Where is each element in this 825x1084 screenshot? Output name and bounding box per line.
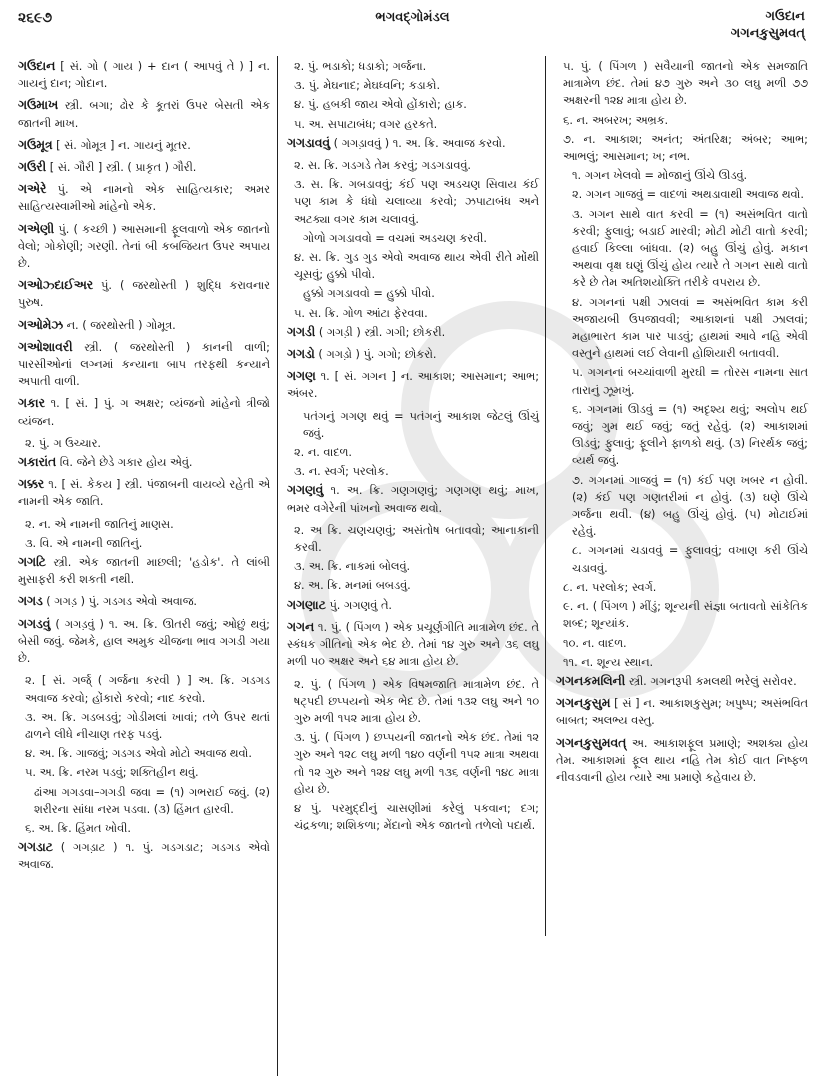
definition-text: સ્ત્રી. એક જાતની માછલી; 'હડોક'. તે લાંબી મુસાફરી કરી શકતી નથી. [18,556,270,587]
column-3 [556,58,808,791]
dictionary-entry [18,159,270,176]
sub-sense: ૪ પું. પરમુદ્દીનું ચાસણીમાં કરેલું પકવાન; દગ; ચંદ્રકળા; શશિકળા; મેંદાનો એક જાતનો તળેલો પદાર્થ. [294,801,539,833]
definition-text: ( ગગડ઼ો ) પું. ગગો; છોકરો. [314,348,437,362]
definition-text: [ સં ] ન. આકાશકુસુમ; ખપુષ્પ; અસંભવિત બાબત; અલભ્ય વસ્તુ. [556,697,808,728]
idiom-phrase: ૬. ગગનમાં ઊડવું = (૧) અદૃશ્ય થવું; અલોપ થઈ જવું; ગુમ થઈ જવું; જતું રહેવું. (૨) આકાશમાં ઊડવું; ફુલાવું; ફૂલીને ફાળકો થવું. (૩) નિરર્થક જવું; વ્યર્થ જવું. [572,402,808,468]
dictionary-entry [18,277,270,311]
sub-sense: ૨. પું. ભડાકો; ધડાકો; ગર્જના. [294,60,427,73]
dictionary-entry [556,673,808,690]
column-2 [287,58,539,836]
dictionary-entry [18,221,270,273]
definition-text: ૧. અ. ક્રિ. ગણગણવું; ગણગણ થવું; માખ, ભમર વગેરેની પાંખનો અવાજ થવો. [287,484,539,515]
idiom-phrase: ૩. ગગન સાથે વાત કરવી = (૧) અસંભવિત વાતો કરવી; ફુલાવું; બડાઈ મારવી; મોટી મોટી વાતો કરવી; હવાઈ કિલ્લા બાંધવા. (૨) બહુ ઊંચું હોવું. મકાન અથવા વૃક્ષ ઘણું ઊંચું હોય ત્યારે તે ગગન સાથે વાતો કરે છે તેમ અતિશયોક્તિ તરીકે વપરાય છે. [572,207,808,290]
definition-text: ન. ( જરથોસ્તી ) ગોમૂત્ર. [63,318,176,332]
idiom-phrase: ૨. ગગન ગાજવું = વાદળાં અથડાવાથી અવાજ થવો. [572,188,804,202]
headword: ગગનકમલિની [556,673,626,688]
sub-sense: ૨. [ સં. ગર્જ્ ( ગર્જના કરવી ) ] અ. ક્રિ. ગડગડ અવાજ કરવો; હોંકારો કરવો; નાદ કરવો. [25,674,270,705]
dictionary-entry [18,181,270,215]
headword: ગકારાંત [18,455,57,470]
headword: ગગડાટ [18,840,53,855]
sub-sense: ૨. ન. વાદળ. [294,446,352,460]
sub-sense: ૩. અ. ક્રિ. ગડબડવું; ગોડીમલાં ખાવાં; તળે ઉપર થતાં ઢાળને લીધે નીચાણ તરફ પડવું. [25,710,270,741]
definition-text: ( ગગડ઼ાટ ) ૧. પું. ગડગડાટ; ગડગડ એવો અવાજ. [18,841,270,872]
headword: ગઉરી [18,160,47,175]
definition-text: સ્ત્રી. ગગનરૂપી કમલથી ભરેલું સરોવર. [625,674,797,688]
definition-text: ( ગગડ઼ી ) સ્ત્રી. ગગી; છોકરી. [315,325,446,339]
sub-sense: ૨. પું. ( પિંગળ ) એક વિષમજાતિ માત્રામેળ છંદ. તે ષટ્પદી છપ્પયનો એક ભેદ છે. તેમાં ૧૩૨ લઘુ અને ૧૦ ગુરુ મળી ૧૫૨ માત્રા હોય છે. [294,677,539,725]
dictionary-entry [287,368,539,402]
sub-sense: ૫. સ. ક્રિ. ગોળ આંટા ફેરવવા. [294,306,428,320]
dictionary-entry [18,339,270,391]
sub-sense: ૨. પું. ગ ઉચ્ચાર. [25,436,101,450]
sub-sense: ૨. ન. એ નામની જાતિનું માણસ. [25,517,174,531]
headword: ગગટિ [18,555,46,570]
sub-sense: ૪. અ. ક્રિ. ગાજવું; ગડગડ એવો મોટો અવાજ થવો. [25,747,252,761]
page-number: ૨૬૯૭ [18,10,53,26]
headword: ગગનકુસુમ [556,696,611,711]
idiom-phrase: પતંગનું ગગણ થવું = પતંગનું આકાશ જેટલું ઊંચું જવું. [303,409,539,440]
definition-text: સ્ત્રી. ( જરથોસ્તી ) કાનની વાળી; પારસીઓનાં લગ્નમાં કન્યાના બાપ તરફથી કન્યાને અપાતી વાળી. [18,340,270,389]
dictionary-entry [287,482,539,516]
sub-sense: ૧૦. ન. વાદળ. [563,636,627,650]
dictionary-entry [18,137,270,154]
sub-sense: ૭. ન. આકાશ; અનંત; અંતરિક્ષ; અંબર; આભ; આભલું; આસમાન; ખ; નભ. [563,132,808,164]
headword: ગગણવું [287,483,324,498]
headword: ગગણાટ [287,597,326,612]
idiom-phrase: હુક્કો ગગડાવવો = હુક્કો પીવો. [303,287,435,301]
guide-words [731,8,805,42]
sub-sense: ૬. અ. ક્રિ. હિંમત ખોવી. [25,821,131,835]
column-divider [545,56,546,936]
headword: ગઉમૂત્ર [18,137,53,152]
headword: ગઓઝ્દાઈઅર [18,278,94,293]
headword: ગગનકુસુમવત્ [556,735,627,750]
headword: ગગડ [18,594,43,609]
sub-sense: ૩. પું. ( પિંગળ ) છપ્પયની જાતનો એક છંદ. તેમાં ૧૨ ગુરુ અને ૧૨૮ લઘુ મળી ૧૪૦ વર્ણની ૧૫૨ માત્રા અથવા તો ૧૨ ગુરુ અને ૧૨૪ લઘુ મળી ૧૩૬ વર્ણની ૧૪૮ માત્રા હોય છે. [294,731,539,796]
guide-word-last: ગગનકુસુમવત્ [730,26,805,41]
dictionary-entry [18,593,270,610]
definition-text: [ સં. ગૌરી ] સ્ત્રી. ( પ્રાકૃત ) ગૌરી. [46,161,197,175]
dictionary-entry [18,97,270,131]
idiom-phrase: ઢાંઆ ગગડવા–ગગડી જવા = (૧) ગભરાઈ જવું. (૨) શરીરના સાંધા નરમ પડવા. (૩) હિંમત હારવી. [34,785,270,816]
column-divider [277,56,278,1076]
dictionary-entry [287,346,539,363]
idiom-phrase: ૭. ગગનમાં ગાજવું = (૧) કંઈ પણ ખબર ન હોવી. (૨) કંઈ પણ ગણતરીમાં ન હોવું. (૩) ઘણે ઊંચે ગર્જના થવી. (૪) બહુ ઊંચું હોવું. (૫) મોટાઈમાં રહેવું. [572,473,808,539]
definition-text: અ. આકાશફૂલ પ્રમાણે; અશક્ય હોય તેમ. આકાશમાં ફૂલ થાય નહિ તેમ કોઈ વાત નિષ્ફળ નીવડવાની હોય ત્યારે આ પ્રમાણે કહેવાય છે. [556,736,808,784]
page-header [0,0,825,50]
definition-text: ( ગગડ઼વું ) ૧. અ. ક્રિ. ઊતરી જવું; ઓછું થવું; બેસી જવું. જેમકે, હાલ અમુક ચીજના ભાવ ગગડી ગયા છે. [18,617,270,666]
headword: ગગણ [287,369,316,384]
sub-sense: ૮. ન. પરલોક; સ્વર્ગ. [563,580,657,594]
dictionary-entry [18,839,270,873]
headword: ગગડો [287,347,315,362]
dictionary-entry [556,695,808,729]
headword: ગએરે [18,182,47,197]
headword: ગઓમેઝ [18,317,64,332]
definition-text: [ સં. ગોમૂત્ર ] ન. ગાયનું મૂતર. [52,138,191,152]
definition-text: ૧. [ સં. ] પું. ગ અક્ષર; વ્યંજનો માંહેનો ત્રીજો વ્યંજન. [18,397,270,428]
dictionary-entry [287,324,539,341]
definition-text: સ્ત્રી. બગા; ઢોર કે કૂતરાં ઉપર બેસતી એક જાતની માખ. [18,99,270,130]
idiom-phrase: ૫. ગગનનાં બચ્ચાંવાળી મુરઘી = તોરસ નામના સાત તારાનું ઝૂમખું. [572,366,808,397]
sub-sense: ૩. અ. ક્રિ. નાકમાં બોલવું. [294,560,411,574]
sub-sense: ૪. પું. હબકી જાય એવો હોંકારો; હાક. [294,98,467,112]
definition-text: પું. ( જરથોસ્તી ) શુદ્ધિ કરાવનાર પુરુષ. [18,279,270,310]
book-title: ભગવદ્ગોમંડલ [375,10,450,25]
dictionary-entry [287,597,539,614]
headword: ગક્કર [18,477,45,492]
sub-sense: ૫. પું. ( પિંગળ ) સવૈયાની જાતનો એક સમજાતિ માત્રામેળ છંદ. તેમાં ૪૭ ગુરુ અને ૩૦ લઘુ મળી ૭૭ અક્ષરની ૧૨૪ માત્રા હોય છે. [563,60,808,108]
definition-text: ૧. પું. ( પિંગળ ) એક પ્રચૂર્ણગીતિ માત્રામેળ છંદ. તે સ્કંધક ગીતિનો એક ભેદ છે. તેમાં ૧૪ ગુરુ અને ૩૬ લઘુ મળી ૫૦ અક્ષર અને ૬૪ માત્રા હોય છે. [287,620,539,669]
dictionary-entry [18,476,270,510]
sub-sense: ૫. અ. ક્રિ. નરમ પડવું; શક્તિહીન થવું. [25,766,199,780]
dictionary-entry [287,619,539,671]
dictionary-entry [18,454,270,471]
definition-text: ૧. [ સં. કેકય ] સ્ત્રી. પંજાબની વાયવ્યે રહેતી એ નામની એક જાતિ. [18,478,270,509]
headword: ગઉદાન [18,59,56,73]
dictionary-entry [18,395,270,429]
headword: ગગન [287,619,315,634]
idiom-phrase: ૧. ગગન ખેલવો = મોજાનું ઊંચે ઊડવું. [572,169,748,183]
sub-sense: ૪. સ. ક્રિ. ગુડ ગુડ એવો અવાજ થાય એવી રીતે મોંથી ચૂસવું; હુક્કો પીવો. [294,251,539,282]
sub-sense: ૧૧. ન. શૂન્ય સ્થાન. [563,655,654,669]
sub-sense: ૩. પું. મેઘનાદ; મેઘધ્વનિ; કડાકો. [294,79,441,93]
idiom-phrase: ૪. ગગનનાં પક્ષી ઝાલવાં = અસંભવિત કામ કરી અજાયબી ઉપજાવવી; આકાશનાં પક્ષી ઝાલવાં; મહાભારત કામ પાર પાડવું; હાથમાં આવે નહિ એવી વસ્તુને હાથમાં લઈ લેવાની હોશિયારી બતાવવી. [572,295,808,361]
headword: ગએણી [18,221,55,236]
dictionary-entry [287,135,539,152]
definition-text: પું. એ નામનો એક સાહિત્યકાર; અમર સાહિત્યસ્વામીઓ માંહેનો એક. [18,183,270,214]
definition-text: ૧. [ સં. ગગન ] ન. આકાશ; આસમાન; આભ; અંબર. [287,370,539,401]
idiom-phrase: ૮. ગગનમાં ચડાવવું = ફુલાવવું; વખાણ કરી ઊંચે ચડાવવું. [572,544,808,575]
headword: ગઉમાખ [18,98,59,113]
sub-sense: ૩. ન. સ્વર્ગ; પરલોક. [294,465,389,479]
headword: ગગડાવવું [287,135,331,150]
sub-sense: ૯. ન. ( પિંગળ ) મીંડું; શૂન્યની સંજ્ઞા બતાવતો સાંકેતિક શબ્દ; શૂન્યાંક. [563,600,808,631]
definition-text: ( ગગડ઼ાવવું ) ૧. અ. ક્રિ. અવાજ કરવો. [330,136,506,150]
sub-sense: ૨. સ. ક્રિ. ગડગડે તેમ કરવું; ગડગડાવવું. [294,159,471,173]
dictionary-entry [18,317,270,334]
sub-sense: ૨. અ ક્રિ. ચણચણવું; અસંતોષ બતાવવો; આનાકાની કરવી. [294,523,539,555]
sub-sense: ૬. ન. અબરખ; અભ્રક. [563,113,669,127]
idiom-phrase: ગોળો ગગડાવવો = વચમાં અડચણ કરવી. [303,231,487,245]
definition-text: પું. ( કચ્છી ) આસમાની ફૂલવાળો એક જાતનો વેલો; ગોકોણી; ગરણી. તેનાં બી કબજિયત ઉપર અપાય છે. [18,222,270,271]
guide-word-first: ગઉદાન [765,9,805,24]
sub-sense: ૩. સ. ક્રિ. ગબડાવવું; કંઈ પણ અડચણ સિવાય કંઈ પણ કામ કે ધંધો ચલાવ્યા કરવો; ઝપાટાબંધ અને અટક્યા વગર કામ ચલાવવું. [294,178,539,226]
sub-sense: ૪. અ. ક્રિ. મનમાં બબડવું. [294,579,411,593]
definition-text: ( ગગડ઼ ) પું. ગડગડ એવો અવાજ. [42,595,197,609]
dictionary-entry [18,616,270,668]
headword: ગકાર [18,396,46,411]
sub-sense: ૫. અ. સપાટાબંધ; વગર હરકતે. [294,117,438,131]
headword: ગગડવું [18,616,51,631]
headword: ગગડી [287,324,316,339]
dictionary-entry [18,58,270,92]
definition-text: પું. ગગણવું તે. [325,598,393,612]
column-1 [18,58,270,879]
definition-text: [ સં. ગો ( ગાય ) + દાન ( આપવું તે ) ] ન. ગાયનું દાન; ગોદાન. [18,60,270,91]
definition-text: વિ. જેને છેડે ગકાર હોય એવું. [56,456,193,470]
sub-sense: ૩. વિ. એ નામની જાતિનું. [25,536,143,550]
dictionary-entry [18,554,270,588]
dictionary-entry [556,735,808,787]
headword: ગઓશાવરી [18,339,73,354]
